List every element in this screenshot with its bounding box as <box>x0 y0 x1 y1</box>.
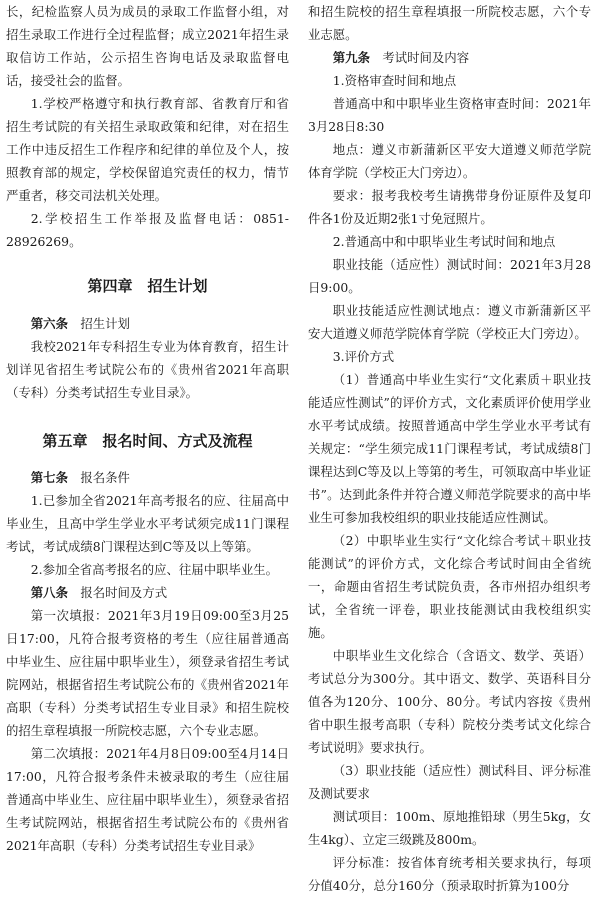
paragraph: 2.普通高中和中职毕业生考试时间和地点 <box>332 234 556 249</box>
paragraph: 长，纪检监察人员为成员的录取工作监督小组，对招生录取工作进行全过程监督；成立2021年招生录取信访工作站，公示招生咨询电话及录取监督电话，接受社会的监督。 <box>6 4 289 88</box>
paragraph: 和招生院校的招生章程填报一所院校志愿，六个专业志愿。 <box>308 4 591 42</box>
paragraph: 我校2021年专科招生专业为体育教育，招生计划详见省招生考试院公布的《贵州省2021年高职（专科）分类考试招生专业目录》。 <box>6 339 289 400</box>
article-number: 第六条 <box>30 316 68 331</box>
paragraph: （2）中职毕业生实行“文化综合考试＋职业技能测试”的评价方式，文化综合考试时间由全省统一，命题由省招生考试院负责，各市州招办组织考试，全省统一评卷，职业技能测试由我校组织实施。 <box>308 533 591 640</box>
article-heading <box>308 46 591 69</box>
right-column <box>308 0 591 897</box>
paragraph: 1.资格审查时间和地点 <box>332 73 457 88</box>
paragraph: 普通高中和中职毕业生资格审查时间：2021年3月28日8:30 <box>308 96 591 134</box>
paragraph: 2.学校招生工作举报及监督电话：0851-28926269。 <box>6 211 289 249</box>
paragraph: 职业技能适应性测试地点：遵义市新蒲新区平安大道遵义师范学院体育学院（学校正大门旁边）。 <box>308 303 591 341</box>
article-subtitle: 招生计划 <box>67 316 130 331</box>
paragraph: 1.学校严格遵守和执行教育部、省教育厅和省招生考试院的有关招生录取政策和纪律，对在招生工作中违反招生工作程序和纪律的单位及个人，按照教育部的规定，学校保留追究责任的权力，情节严重者，移交司法机关处理。 <box>6 96 289 203</box>
paragraph: 职业技能（适应性）测试时间：2021年3月28日9:00。 <box>308 257 591 295</box>
paragraph: 1.已参加全省2021年高考报名的应、往届高中毕业生，且高中学生学业水平考试须完成11门课程考试，考试成绩8门课程达到C等及以上等第。 <box>6 493 289 554</box>
paragraph: 中职毕业生文化综合（含语文、数学、英语）考试总分为300分。其中语文、数学、英语科目分值各为120分、100分、80分。考试内容按《贵州省中职生报考高职（专科）院校分类考试文化综合考试说明》要求执行。 <box>308 648 591 755</box>
article-heading <box>6 466 289 489</box>
paragraph: 评分标准：按省体育统考相关要求执行，每项分值40分，总分160分（预录取时折算为100分 <box>308 855 591 893</box>
paragraph: 第一次填报：2021年3月19日09:00至3月25日17:00，凡符合报考资格的考生（应往届普通高中毕业生、应往届中职毕业生），须登录省招生考试院网站，根据省招生考试院公布的《贵州省2021年高职（专科）分类考试招生专业目录》和招生院校的招生章程填报一所院校志愿，六个专业志愿。 <box>6 608 289 738</box>
article-heading <box>6 312 289 335</box>
article-subtitle: 考试时间及内容 <box>369 50 470 65</box>
chapter-heading: 第四章 招生计划 <box>87 277 208 295</box>
article-subtitle: 报名时间及方式 <box>67 585 168 600</box>
paragraph: （3）职业技能（适应性）测试科目、评分标准及测试要求 <box>308 763 591 801</box>
article-subtitle: 报名条件 <box>67 470 130 485</box>
article-number: 第九条 <box>332 50 370 65</box>
paragraph: 要求：报考我校考生请携带身份证原件及复印件各1份及近期2张1寸免冠照片。 <box>308 188 591 226</box>
paragraph: 3.评价方式 <box>332 349 395 364</box>
paragraph: 2.参加全省高考报名的应、往届中职毕业生。 <box>30 562 279 577</box>
paragraph: 地点：遵义市新蒲新区平安大道遵义师范学院体育学院（学校正大门旁边）。 <box>308 142 591 180</box>
paragraph: 测试项目：100m、原地推铅球（男生5kg，女生4kg）、立定三级跳及800m。 <box>308 809 591 847</box>
paragraph: （1）普通高中毕业生实行“文化素质＋职业技能适应性测试”的评价方式，文化素质评价使用学业水平考试成绩。按照普通高中学生学业水平考试有关规定：“学生须完成11门课程考试，考试成绩8门课程达到C等及以上等第的考生，可领取高中毕业证书”。达到此条件并符合遵义师范学院要求的高中毕业生可参加我校组织的职业技能适应性测试。 <box>308 372 591 525</box>
chapter-heading: 第五章 报名时间、方式及流程 <box>42 432 253 450</box>
left-column <box>6 0 289 857</box>
paragraph: 第二次填报：2021年4月8日09:00至4月14日17:00，凡符合报考条件未被录取的考生（应往届普通高中毕业生、应往届中职毕业生），须登录省招生考试院网站，根据省招生考试院公布的《贵州省2021年高职（专科）分类考试招生专业目录》 <box>6 746 289 853</box>
article-number: 第八条 <box>30 585 68 600</box>
article-number: 第七条 <box>30 470 68 485</box>
article-heading <box>6 581 289 604</box>
